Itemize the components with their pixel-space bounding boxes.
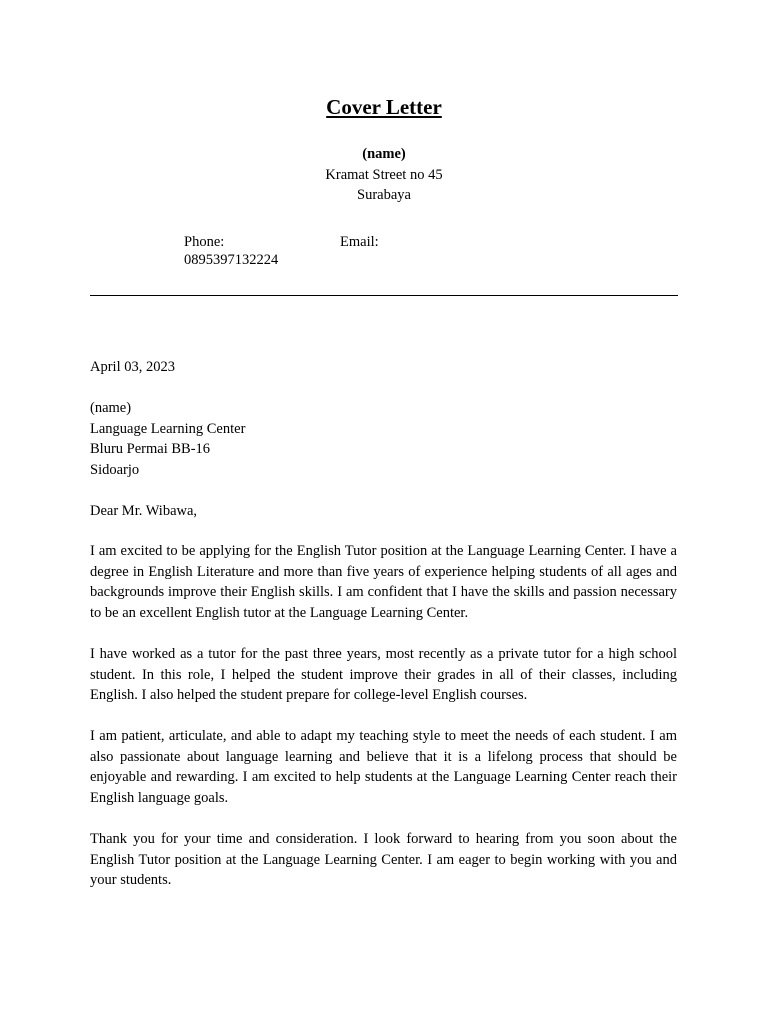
- recipient-organization: Language Learning Center: [90, 420, 246, 437]
- recipient-name: (name): [90, 400, 132, 416]
- sender-name: (name): [362, 146, 406, 162]
- body-paragraph: I am patient, articulate, and able to adapt my teaching style to meet the needs of each student. I am also passionate about language learning and believe that it is a lifelong process that should be enjoyable and rewarding. I am excited to help students at the Language Learning Center reach their English language goals.: [90, 728, 677, 806]
- sender-city: Surabaya: [357, 187, 411, 203]
- recipient-city: Sidoarjo: [90, 461, 140, 478]
- page-title: Cover Letter: [326, 95, 442, 119]
- sender-block: [0, 144, 768, 206]
- email-label: Email:: [340, 234, 379, 250]
- body-paragraph: Thank you for your time and consideration. I look forward to hearing from you soon about the English Tutor position at the Language Learning Center. I am eager to begin working with you and your students.: [90, 831, 677, 889]
- recipient-address: Bluru Permai BB-16: [90, 441, 211, 458]
- recipient-block: [90, 398, 677, 480]
- letter-date: April 03, 2023: [90, 359, 175, 375]
- body-paragraph: I am excited to be applying for the English Tutor position at the Language Learning Center. I have a degree in English Literature and more than five years of experience helping students of all ages and backgrounds improve their English skills. I am confident that I have the skills and passion necessary to be an excellent English tutor at the Language Learning Center.: [90, 543, 677, 621]
- header-divider: [90, 295, 678, 296]
- sender-street: Kramat Street no 45: [325, 166, 443, 183]
- body-paragraph: I have worked as a tutor for the past three years, most recently as a private tutor for a high school student. In this role, I helped the student improve their grades in all of their classes, including English. I also helped the student prepare for college-level English courses.: [90, 646, 677, 704]
- phone-label: Phone:: [184, 234, 225, 250]
- phone-number: 0895397132224: [184, 252, 279, 268]
- salutation: Dear Mr. Wibawa,: [90, 503, 198, 519]
